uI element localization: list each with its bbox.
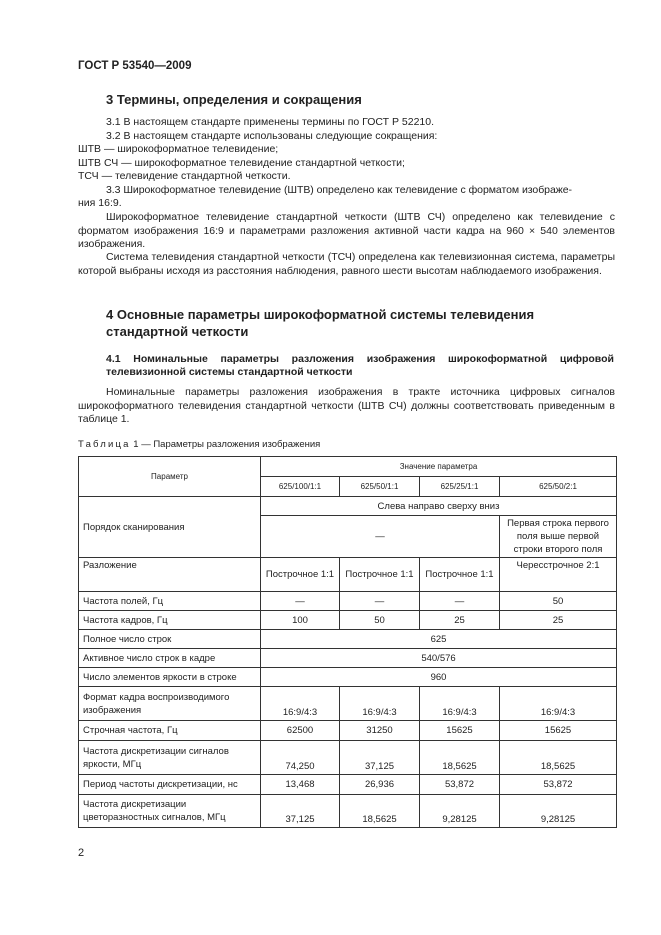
cell-scan-interlace: Первая строка первого поля выше первой строки второго поля xyxy=(500,516,617,558)
row-label: Строчная частота, Гц xyxy=(79,721,261,741)
table-cell: 100 xyxy=(261,611,340,630)
table-cell: 13,468 xyxy=(261,775,340,795)
paragraph-4-1: Номинальные параметры разложения изображения в тракте источника цифровых сигналов широкоформатного телевидения стандартной четкости (ШТВ СЧ) должны соответствовать приведенным в таблице 1. xyxy=(78,386,615,425)
row-label: Частота кадров, Гц xyxy=(79,611,261,630)
table-cell: 18,5625 xyxy=(420,741,500,775)
table-cell: 37,125 xyxy=(261,795,340,828)
section-4-title xyxy=(106,306,534,340)
row-label: Частота дискретизации сигналов яркости, МГц xyxy=(79,741,261,775)
table-cell: — xyxy=(420,592,500,611)
table-cell: 18,5625 xyxy=(500,741,617,775)
table-cell: 25 xyxy=(500,611,617,630)
table-cell: Чересстрочное 2:1 xyxy=(500,558,617,592)
table-cell: 540/576 xyxy=(261,649,617,668)
header-col-3: 625/25/1:1 xyxy=(420,477,500,497)
row-label: Разложение xyxy=(79,558,261,592)
cell-scan-dash: — xyxy=(261,516,500,558)
table-cell: Построчное 1:1 xyxy=(261,558,340,592)
table-cell: Построчное 1:1 xyxy=(420,558,500,592)
table-caption-word: Таблица xyxy=(78,439,131,450)
abbreviation-2: ШТВ СЧ — широкоформатное телевидение стандартной четкости; xyxy=(78,157,405,169)
table-cell: 16:9/4:3 xyxy=(500,687,617,721)
abbreviation-3: ТСЧ — телевидение стандартной четкости. xyxy=(78,170,291,182)
table-cell: 53,872 xyxy=(420,775,500,795)
header-col-2: 625/50/1:1 xyxy=(340,477,420,497)
table-cell: 18,5625 xyxy=(340,795,420,828)
abbreviation-1: ШТВ — широкоформатное телевидение; xyxy=(78,143,279,155)
paragraph-3-3-line2: ния 16:9. xyxy=(78,197,122,209)
row-label-scan: Порядок сканирования xyxy=(79,497,261,558)
table-cell: Построчное 1:1 xyxy=(340,558,420,592)
table-cell: 16:9/4:3 xyxy=(420,687,500,721)
header-parameter: Параметр xyxy=(79,457,261,497)
cell-scan-direction: Слева направо сверху вниз xyxy=(261,497,617,516)
table-cell: 25 xyxy=(420,611,500,630)
page-number: 2 xyxy=(78,847,85,859)
row-label: Период частоты дискретизации, нс xyxy=(79,775,261,795)
paragraph-3-2: 3.2 В настоящем стандарте использованы следующие сокращения: xyxy=(106,130,438,142)
row-label: Активное число строк в кадре xyxy=(79,649,261,668)
section-4-title-line1: 4 Основные параметры широкоформатной системы телевидения xyxy=(106,307,535,322)
table-cell: — xyxy=(261,592,340,611)
table-cell: 53,872 xyxy=(500,775,617,795)
table-cell: 16:9/4:3 xyxy=(340,687,420,721)
document-header: ГОСТ Р 53540—2009 xyxy=(78,60,192,72)
table-cell: 74,250 xyxy=(261,741,340,775)
table-cell: 960 xyxy=(261,668,617,687)
parameters-table xyxy=(78,456,617,828)
table-cell: 31250 xyxy=(340,721,420,741)
table-cell: 37,125 xyxy=(340,741,420,775)
section-4-title-line2: стандартной четкости xyxy=(106,324,249,339)
paragraph-3-1: 3.1 В настоящем стандарте применены термины по ГОСТ Р 52210. xyxy=(106,116,435,128)
section-3-title: 3 Термины, определения и сокращения xyxy=(106,92,362,107)
table-cell: 62500 xyxy=(261,721,340,741)
table-cell: 16:9/4:3 xyxy=(261,687,340,721)
paragraph-shtv-sch: Широкоформатное телевидение стандартной четкости (ШТВ СЧ) определено как телевидение с форматом изображения 16:9 и параметрами разложения активной части кадра на 960 × 540 элементов изображения. xyxy=(78,211,615,250)
table-cell: — xyxy=(340,592,420,611)
header-value: Значение параметра xyxy=(261,457,617,477)
row-label: Полное число строк xyxy=(79,630,261,649)
table-cell: 15625 xyxy=(420,721,500,741)
header-col-1: 625/100/1:1 xyxy=(261,477,340,497)
table-cell: 625 xyxy=(261,630,617,649)
table-caption-text: 1 — Параметры разложения изображения xyxy=(130,439,321,450)
paragraph-3-3-line1: 3.3 Широкоформатное телевидение (ШТВ) определено как телевидение с форматом изображе- xyxy=(106,184,572,196)
table-cell: 50 xyxy=(500,592,617,611)
table-cell: 15625 xyxy=(500,721,617,741)
paragraph-tsch: Система телевидения стандартной четкости (ТСЧ) определена как телевизионная система, параметры которой выбраны исходя из расстояния наблюдения, равного шести высотам наблюдаемого изображения. xyxy=(78,251,615,277)
table-cell: 9,28125 xyxy=(420,795,500,828)
row-label: Формат кадра воспроизводимого изображения xyxy=(79,687,261,721)
row-label: Частота полей, Гц xyxy=(79,592,261,611)
row-label: Частота дискретизации цветоразностных сигналов, МГц xyxy=(79,795,261,828)
table-cell: 50 xyxy=(340,611,420,630)
table-caption xyxy=(78,439,320,450)
table-cell: 9,28125 xyxy=(500,795,617,828)
table-cell: 26,936 xyxy=(340,775,420,795)
subsection-4-1-title: 4.1 Номинальные параметры разложения изображения широкоформатной цифровой телевизионной системы стандартной четкости xyxy=(106,353,614,378)
header-col-4: 625/50/2:1 xyxy=(500,477,617,497)
row-label: Число элементов яркости в строке xyxy=(79,668,261,687)
